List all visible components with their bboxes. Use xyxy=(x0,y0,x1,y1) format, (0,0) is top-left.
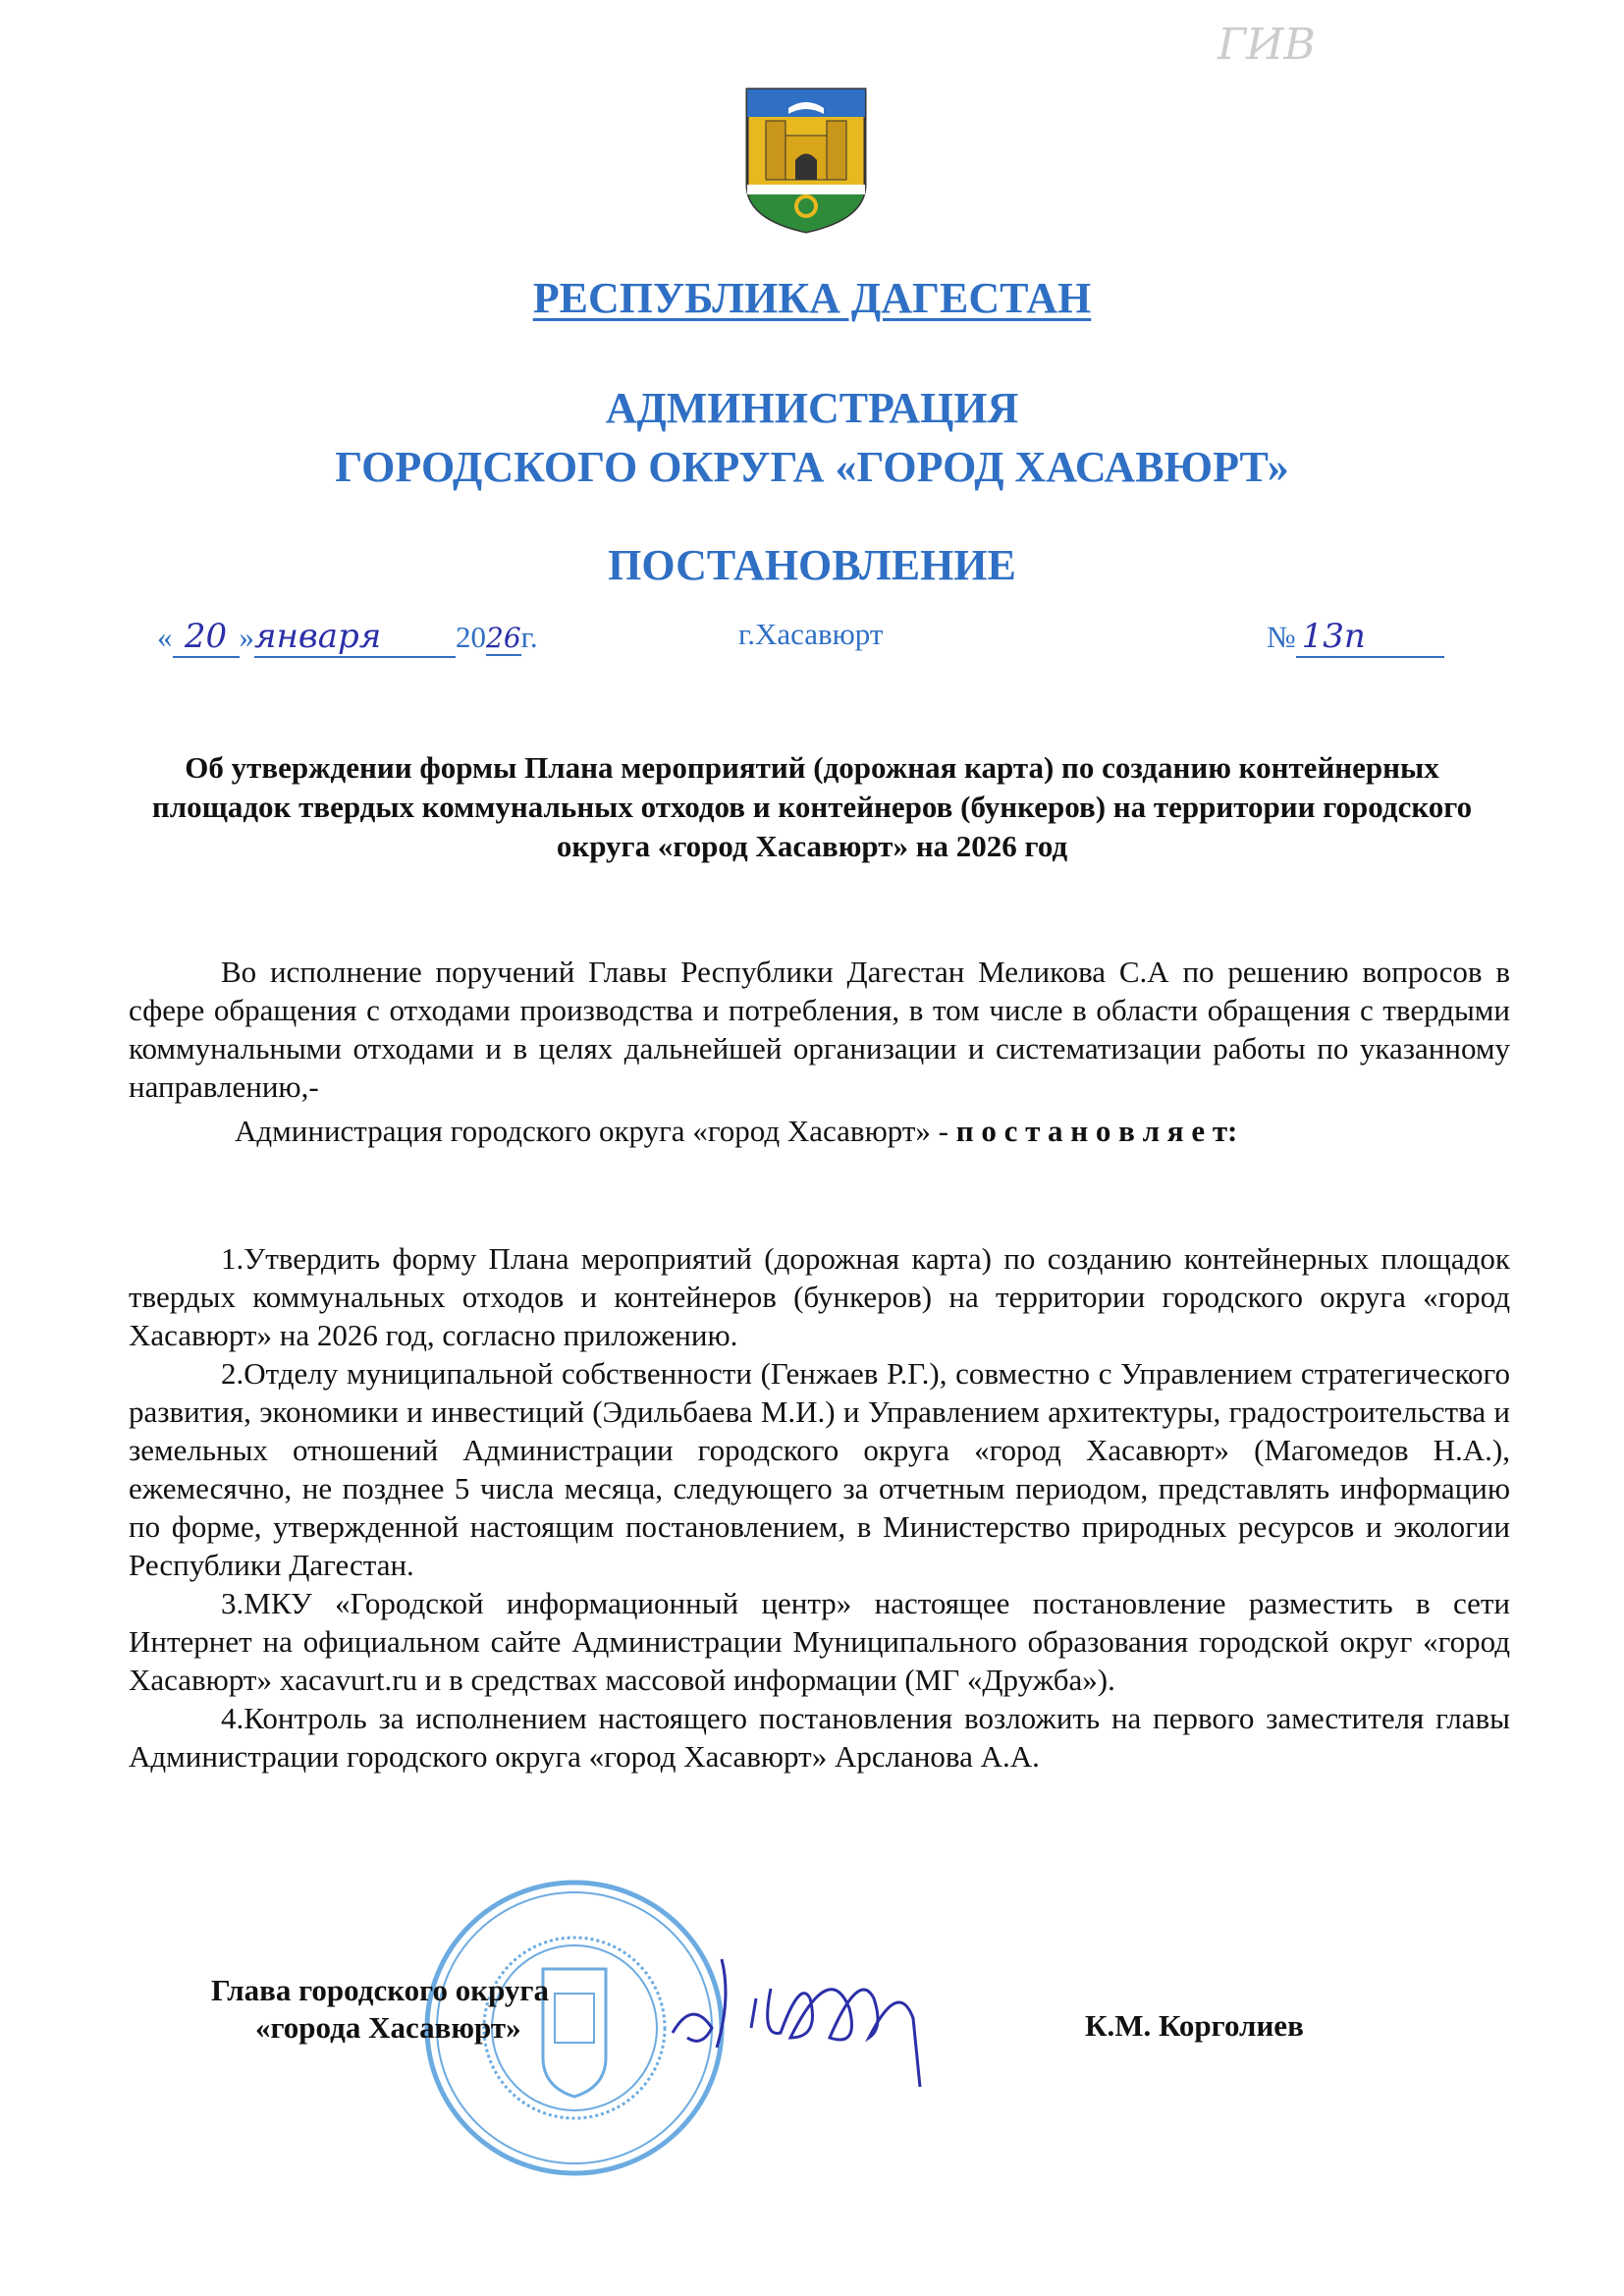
document-date xyxy=(157,617,538,658)
item-4: 4.Контроль за исполнением настоящего постановления возложить на первого заместителя главы Администрации городского округа «город Хасавюрт» Арсланова А.А. xyxy=(129,1701,1510,1774)
document-number xyxy=(1267,617,1444,658)
handwritten-signature xyxy=(663,1940,977,2097)
resolves-text: Администрация городского округа «город Хасавюрт» - xyxy=(235,1114,956,1148)
preamble xyxy=(129,953,1510,1106)
document-subject: Об утверждении формы Плана мероприятий (дорожная карта) по созданию контейнерных площадок твердых коммунальных отходов и контейнеров (бункеров) на территории городского округа «город Хасавюрт» на 2026 год xyxy=(151,750,1473,863)
year-unit: г. xyxy=(520,620,538,654)
administration-subtitle: ГОРОДСКОГО ОКРУГА «ГОРОД ХАСАВЮРТ» xyxy=(335,443,1289,491)
republic-title: РЕСПУБЛИКА ДАГЕСТАН xyxy=(532,274,1092,322)
signatory-position xyxy=(211,1972,549,2047)
date-year-prefix: 20 xyxy=(456,620,486,654)
date-day: 20 xyxy=(173,617,240,658)
number-value: 13п xyxy=(1296,617,1444,658)
administration-title: АДМИНИСТРАЦИЯ xyxy=(605,384,1019,432)
quote: » xyxy=(239,620,254,654)
coat-of-arms-icon xyxy=(744,86,868,234)
number-label: № xyxy=(1267,620,1296,654)
preamble-text: Во исполнение поручений Главы Республики Дагестан Меликова С.А по решению вопросов в сфере обращения с отходами производства и потребления, в том числе в области обращения с твердыми коммунальными отходами и в целях дальнейшей организации и систематизации работы по указанному направлению,- xyxy=(129,955,1510,1104)
date-year-suffix: 26 xyxy=(486,622,521,654)
corner-handwritten-mark: ГИВ xyxy=(1218,20,1316,70)
position-line-1: Глава городского округа xyxy=(211,1973,549,2007)
resolves-keyword: п о с т а н о в л я е т: xyxy=(955,1114,1238,1148)
item-3: 3.МКУ «Городской информационный центр» настоящее постановление разместить в сети Интернет на официальном сайте Администрации Муниципального образования городской округ «город Хасавюрт» xacavurt.ru и в средствах массовой информации (МГ «Дружба»). xyxy=(129,1586,1510,1697)
item-2: 2.Отделу муниципальной собственности (Генжаев Р.Г.), совместно с Управлением стратегического развития, экономики и инвестиций (Эдильбаева М.И.) и Управлением архитектуры, градостроительства и земельных отношений Администрации городского округа «город Хасавюрт» (Магомедов Н.А.), ежемесячно, не позднее 5 числа месяца, следующего за отчетным периодом, представлять информацию по форме, утвержденной настоящим постановлением, в Министерство природных ресурсов и экологии Республики Дагестан. xyxy=(129,1356,1510,1582)
signatory-name: К.М. Корголиев xyxy=(1085,2008,1304,2043)
quote: « xyxy=(157,620,173,654)
document-city: г.Хасавюрт xyxy=(738,617,884,651)
item-1: 1.Утвердить форму Плана мероприятий (дорожная карта) по созданию контейнерных площадок твердых коммунальных отходов и контейнеров (бункеров) на территории городского округа «город Хасавюрт» на 2026 год, согласно приложению. xyxy=(129,1241,1510,1352)
date-month: января xyxy=(254,617,456,658)
position-line-2: «города Хасавюрт» xyxy=(255,2010,521,2045)
resolution-items xyxy=(129,1239,1510,1776)
resolves-line xyxy=(129,1112,1511,1150)
document-type: ПОСТАНОВЛЕНИЕ xyxy=(608,541,1016,589)
